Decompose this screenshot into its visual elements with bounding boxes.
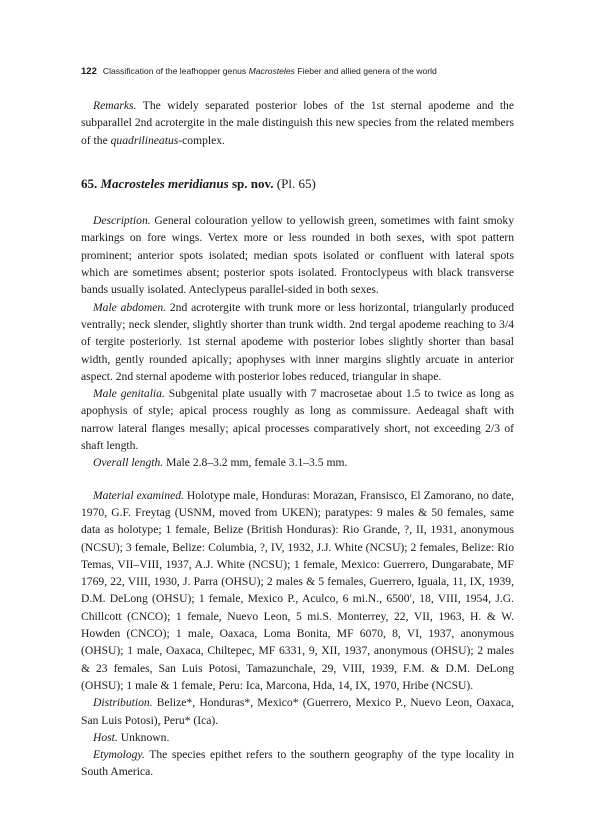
species-name: Macrosteles meridianus xyxy=(100,175,229,191)
male-genitalia-paragraph: Male genitalia. Subgenital plate usually with 7 macrosetae about 1.5 to twice as long as apophysis of style; apical process roughly as long as commissure. Aedeagal shaft with narrow lateral flanges mesally; apical processes comparatively short, not exceeding 2/3 of shaft length. xyxy=(81,387,514,453)
description-paragraph: Description. General colouration yellow to yellowish green, sometimes with faint smoky markings on fore wings. Vertex more or less rounded in both sexes, with spot pattern prominent; anterior spots isolated; median spots isolated or confluent with lateral spots which are sometimes absent; posterior spots isolated. Frontoclypeus with black transverse bands usually isolated. Anteclypeus parallel-sided in both sexes. xyxy=(81,214,514,297)
article-body xyxy=(81,97,514,781)
distribution-paragraph: Distribution. Belize*, Honduras*, Mexico* (Guerrero, Mexico P., Nuevo Leon, Oaxaca, San Luis Potosi), Peru* (Ica). xyxy=(81,696,514,727)
remarks-label: Remarks. xyxy=(93,99,137,112)
etymology-paragraph: Etymology. The species epithet refers to the southern geography of the type locality in South America. xyxy=(81,748,514,779)
overall-length-paragraph: Overall length. Male 2.8–3.2 mm, female 3.1–3.5 mm. xyxy=(93,456,348,470)
species-heading: 65. Macrosteles meridianus sp. nov. (Pl. 65) xyxy=(81,175,316,191)
page-number: 122 xyxy=(81,66,97,77)
host-paragraph: Host. Unknown. xyxy=(93,730,170,744)
material-examined-paragraph: Material examined. Holotype male, Honduras: Morazan, Fransisco, El Zamorano, no date, 1970, G.F. Freytag (USNM, moved from UKEN); paratypes: 9 males & 50 females, same data as holotype; 1 female, Belize (British Honduras): Rio Grande, ?, II, 1931, anonymous (NCSU); 3 female, Belize: Columbia, ?, IV, 1932, J.J. White (NCSU); 2 females, Belize: Rio Temas, VII–VIII, 1937, A.J. White (NCSU); 1 female, Mexico: Guerrero, Dungarabate, MF 1769, 22, VIII, 1930, J. Parra (OHSU); 2 males & 5 females, Guerrero, Iguala, 11, IX, 1939, D.M. DeLong (OHSU); 1 female, Mexico P., Aculco, 6 mi.N., 6500′, 18, VIII, 1954, J.G. Chillcott (CNCO); 1 female, Nuevo Leon, 5 mi.S. Monterrey, 22, VII, 1963, H. & W. Howden (CNCO); 1 male, Oaxaca, Loma Bonita, MF 6070, 8, VI, 1937, anonymous (OHSU); 1 male, Oaxaca, Chiltepec, MF 6331, 9, XII, 1937, anonymous (OHSU); 2 males & 23 females, San Luis Potosi, Tamazunchale, 29, VIII, 1939, F.M. & D.M. DeLong (OHSU); 1 male & 1 female, Peru: Ica, Marcona, Hda, 14, IX, 1970, Hribe (NCSU). xyxy=(81,488,515,692)
remarks-paragraph: Remarks. The widely separated posterior lobes of the 1st sternal apodeme and the subparallel 2nd acrotergite in the male distinguish this new species from the related members of the quadrilineatus-complex. xyxy=(81,99,514,147)
header-title: Classification of the leafhopper genus Macrosteles Fieber and allied genera of the world xyxy=(102,66,437,76)
running-header xyxy=(81,66,437,77)
male-abdomen-paragraph: Male abdomen. 2nd acrotergite with trunk more or less horizontal, triangularly produced ventrally; neck slender, slightly shorter than trunk width. 2nd tergal apodeme reaching to 3/4 of tergite posteriorly. 1st sternal apodeme with posterior lobes slightly shorter than basal width, gently rounded apically; apophyses with inner margins slightly arcuate in anterior aspect. 2nd sternal apodeme with posterior lobes reduced, triangular in shape. xyxy=(81,300,515,383)
